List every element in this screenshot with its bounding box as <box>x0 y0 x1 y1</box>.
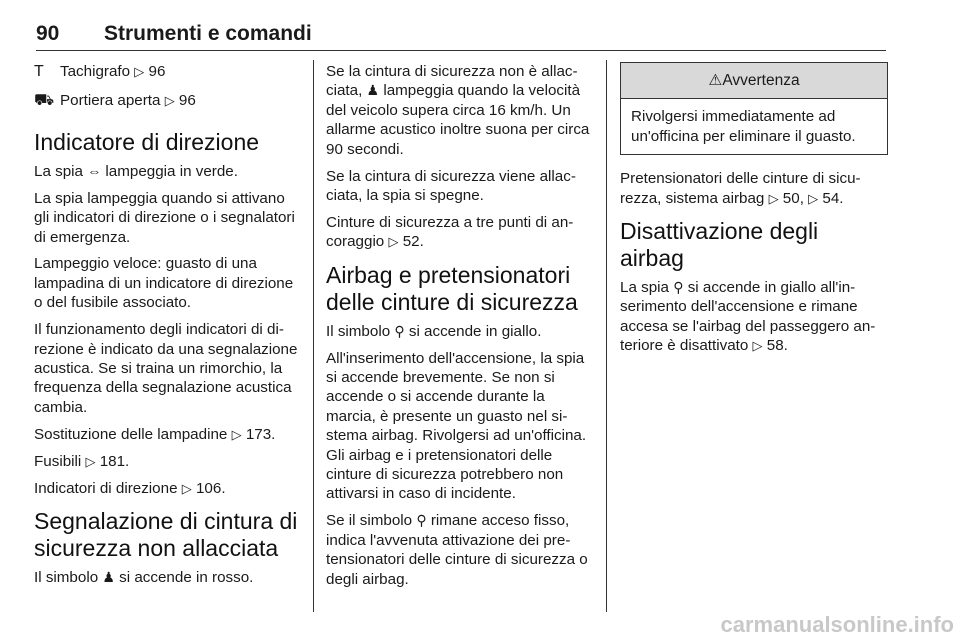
warning-icon: ⚠ <box>708 72 723 89</box>
column-3 <box>620 62 888 363</box>
ref-arrow-icon: ▷ <box>388 234 399 250</box>
door-open-ref[interactable]: 96 <box>178 92 196 110</box>
paragraph: Se la cintura di sicurezza viene allacciata, la spia si spegne. <box>326 167 576 204</box>
tachograph-label: Tachigrafo <box>60 63 135 80</box>
paragraph: La spia ⇔ lampeggia in verde. <box>34 162 238 180</box>
turn-signal-icon: ⇔ <box>87 162 102 179</box>
airbag-icon: ⚲ <box>394 322 405 339</box>
watermark: carmanualsonline.info <box>720 612 954 637</box>
column-divider-2 <box>606 60 607 612</box>
paragraph: Fusibili ▷ 181. <box>34 452 130 470</box>
heading-seatbelt-reminder: Segnalazione di cintura di sicurezza non allacciata <box>34 507 298 561</box>
heading-airbag-deactivation: Disattivazione degli airbag <box>620 218 819 272</box>
ref-arrow-icon: ▷ <box>752 338 763 354</box>
ref-arrow-icon: ▷ <box>768 190 779 206</box>
paragraph: Il funzionamento degli indicatori di direzione è indicato da una segnalazione acustica. Se si traina un rimorchio, la frequenza della segnalazione acustica cambia. <box>34 321 298 416</box>
paragraph: Cinture di sicurezza a tre punti di ancoraggio ▷ 52. <box>326 213 574 251</box>
paragraph: Sostituzione delle lampadine ▷ 173. <box>34 425 276 443</box>
heading-airbag: Airbag e pretensionatori delle cinture di sicurezza <box>326 261 578 315</box>
heading-turn-signal: Indicatore di direzione <box>34 128 260 155</box>
paragraph: Il simbolo ⚲ si accende in giallo. <box>326 322 542 340</box>
paragraph: La spia ⚲ si accende in giallo all'inserimento dell'accensione e rimane accesa se l'airbag del passeggero anteriore è disattivato ▷ 58. <box>620 279 876 355</box>
seatbelt-icon: ♟ <box>366 82 380 99</box>
header-rule <box>36 50 886 51</box>
warning-body: Rivolgersi immediatamente ad un'officina per eliminare il guasto. <box>631 108 856 145</box>
airbag-icon: ⚲ <box>416 512 427 529</box>
ref-arrow-icon: ▷ <box>231 426 242 442</box>
bulb-ref[interactable]: 173. <box>245 425 276 443</box>
ref-arrow-icon: ▷ <box>181 480 192 496</box>
deactivation-ref[interactable]: 58. <box>766 337 788 355</box>
ref-arrow-icon: ▷ <box>85 453 96 469</box>
paragraph: Pretensionatori delle cinture di sicurezza, sistema airbag ▷ 50, ▷ 54. <box>620 170 861 207</box>
seatbelt-icon: ♟ <box>102 568 115 585</box>
paragraph: Il simbolo ♟ si accende in rosso. <box>34 568 254 586</box>
pretensioner-ref[interactable]: 50 <box>782 189 800 207</box>
ref-arrow-icon: ▷ <box>164 93 175 109</box>
page-number: 90 <box>36 22 60 45</box>
door-open-icon: ⛟ <box>34 92 55 110</box>
paragraph: Lampeggio veloce: guasto di una lampadina di un indicatore di direzione o del fusibile associato. <box>34 255 294 312</box>
section-title: Strumenti e comandi <box>104 22 312 45</box>
paragraph: Se la cintura di sicurezza non è allacciata, ♟ lampeggia quando la velocità del veicolo supera circa 16 km/h. Un allarme acustico inoltre suona per circa 90 secondi. <box>326 63 590 158</box>
paragraph: Se il simbolo ⚲ rimane acceso fisso, indica l'avvenuta attivazione dei pretensionatori delle cinture di sicurezza o degli airbag. <box>326 512 588 588</box>
turn-ref[interactable]: 106. <box>195 479 226 497</box>
airbag-off-icon: ⚲ <box>673 279 684 296</box>
warning-box <box>620 62 888 155</box>
column-2 <box>326 62 592 596</box>
warning-title: Avvertenza <box>722 72 800 89</box>
ref-arrow-icon: ▷ <box>808 190 819 206</box>
three-point-ref[interactable]: 52. <box>402 233 424 251</box>
page-header <box>36 0 886 52</box>
door-open-item <box>34 91 298 110</box>
tachograph-item <box>34 62 298 81</box>
airbag-system-ref[interactable]: 54. <box>822 189 844 207</box>
warning-header <box>621 63 887 99</box>
door-open-label: Portiera aperta <box>60 92 165 110</box>
paragraph: Indicatori di direzione ▷ 106. <box>34 479 226 497</box>
paragraph: La spia lampeggia quando si attivano gli indicatori di direzione o i segnalatori di emergenza. <box>34 189 295 246</box>
column-1 <box>34 62 298 595</box>
tachograph-icon: T <box>34 63 44 80</box>
column-divider-1 <box>313 60 314 612</box>
fuse-ref[interactable]: 181. <box>99 452 130 470</box>
paragraph: All'inserimento dell'accensione, la spia si accende brevemente. Se non si accende o si accende durante la marcia, è presente un guasto nel sistema airbag. Rivolgersi ad un'officina. Gli airbag e i pretensionatori delle cinture di sicurezza potrebbero non attivarsi in caso di incidente. <box>326 349 587 503</box>
tachograph-ref[interactable]: 96 <box>148 63 166 80</box>
ref-arrow-icon: ▷ <box>134 64 145 79</box>
